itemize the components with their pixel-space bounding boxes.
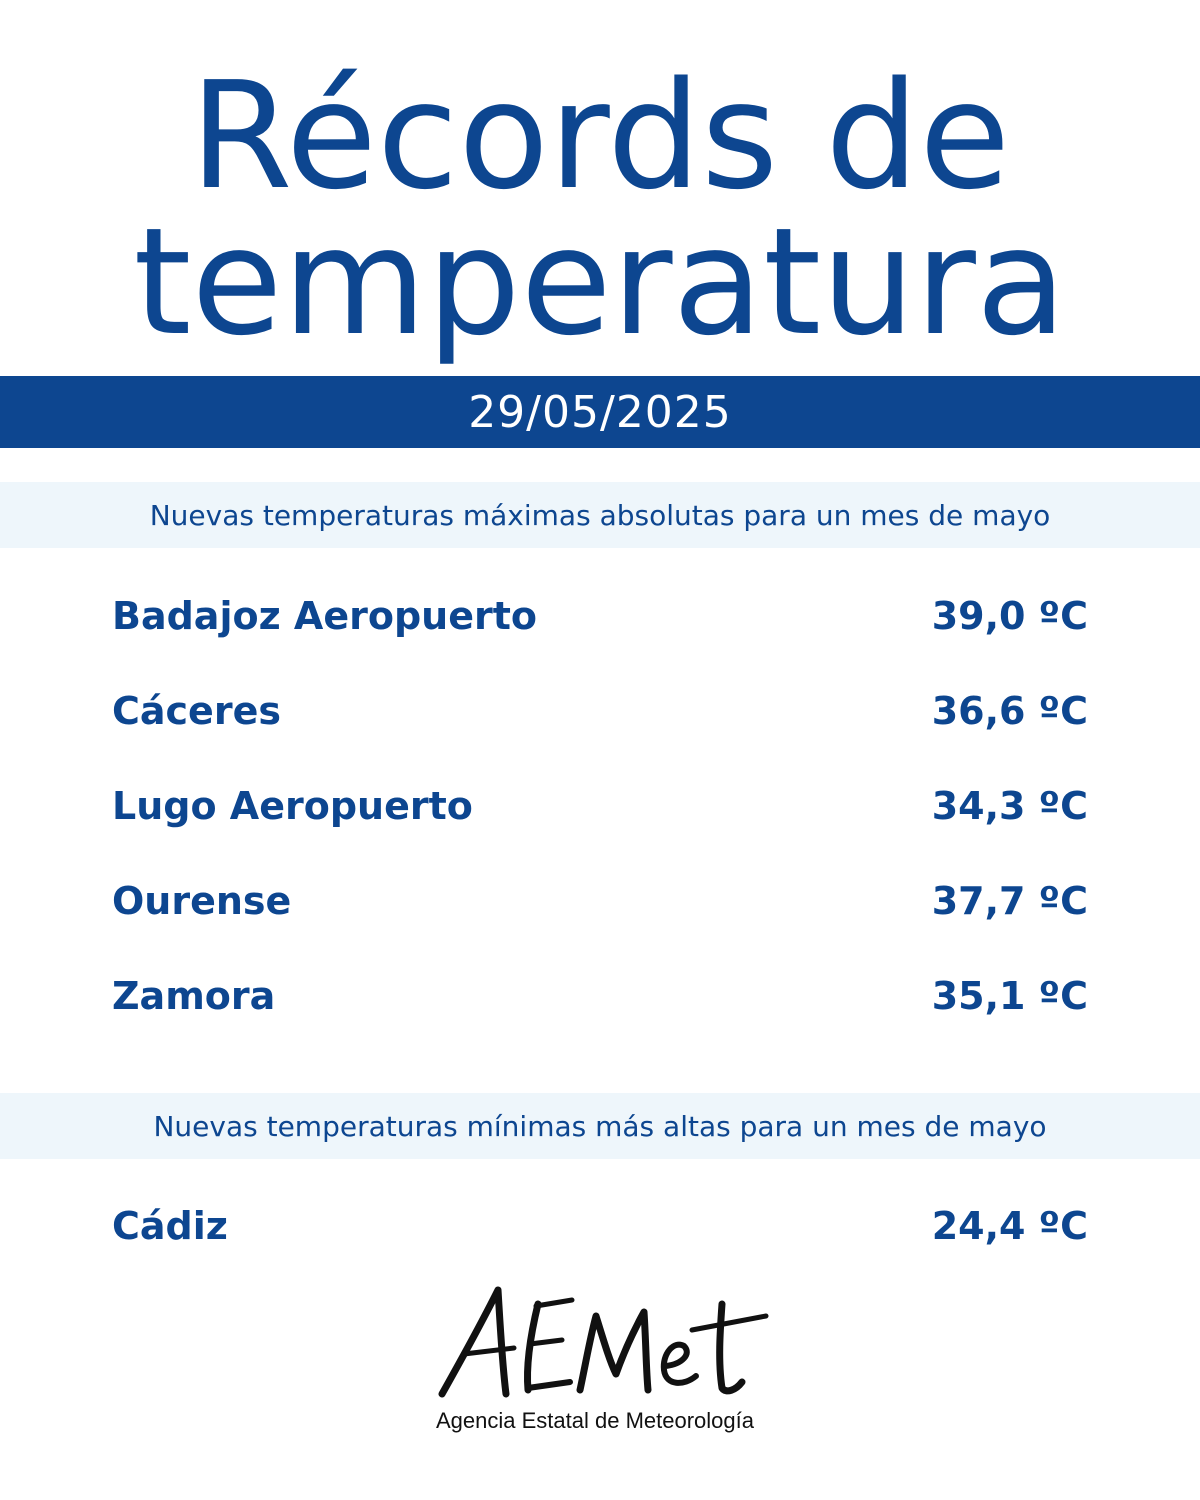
- aemet-logo-subtitle: Agencia Estatal de Meteorología: [436, 1408, 754, 1433]
- page-title-line-2: temperatura: [133, 196, 1067, 368]
- temperature-value: 36,6 ºC: [931, 689, 1088, 733]
- page-title-line-1: Récords de: [189, 50, 1011, 222]
- temperature-value: 35,1 ºC: [931, 974, 1088, 1018]
- record-row: [112, 586, 1088, 646]
- record-row: [112, 871, 1088, 931]
- aemet-logo-mark: [430, 1282, 770, 1407]
- section-heading-max-text: Nuevas temperaturas máximas absolutas para un mes de mayo: [149, 498, 1051, 532]
- section-heading-max: [0, 482, 1200, 548]
- station-name: Lugo Aeropuerto: [112, 784, 473, 828]
- temperature-value: 37,7 ºC: [931, 879, 1088, 923]
- section-heading-min: [0, 1093, 1200, 1159]
- station-name: Cáceres: [112, 689, 281, 733]
- record-row: [112, 776, 1088, 836]
- section-heading-min-text: Nuevas temperaturas mínimas más altas para un mes de mayo: [153, 1109, 1047, 1143]
- temperature-value: 39,0 ºC: [931, 594, 1088, 638]
- station-name: Ourense: [112, 879, 292, 923]
- date-bar: [0, 376, 1200, 448]
- station-name: Zamora: [112, 974, 276, 1018]
- temperature-value: 34,3 ºC: [931, 784, 1088, 828]
- temperature-value: 24,4 ºC: [931, 1204, 1088, 1248]
- record-row: [112, 681, 1088, 741]
- date-label: 29/05/2025: [468, 386, 732, 438]
- station-name: Badajoz Aeropuerto: [112, 594, 537, 638]
- station-name: Cádiz: [112, 1204, 228, 1248]
- record-row: [112, 1196, 1088, 1256]
- record-row: [112, 966, 1088, 1026]
